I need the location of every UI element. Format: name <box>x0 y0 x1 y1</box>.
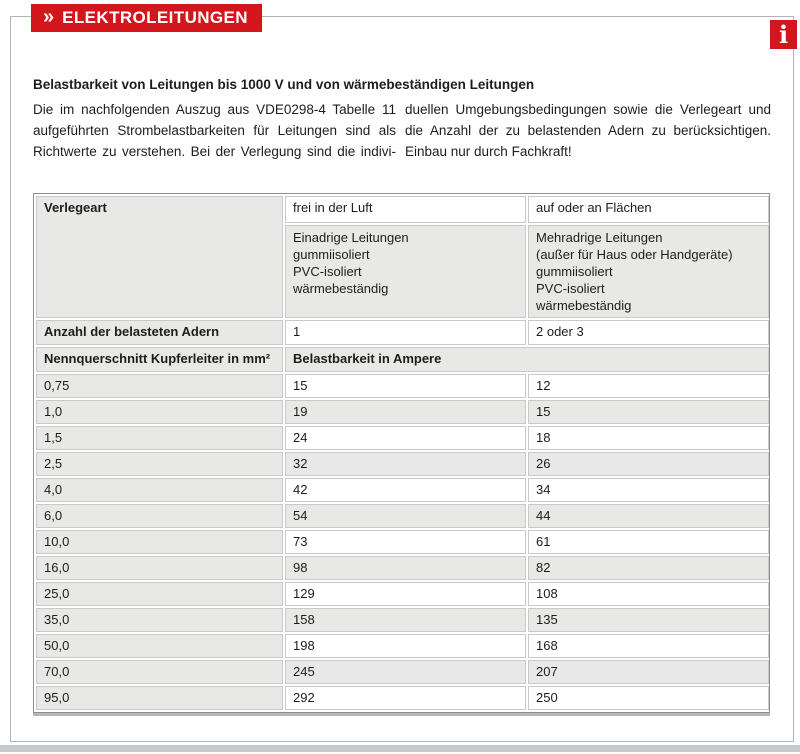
cell-ampere-frei: 24 <box>285 426 526 450</box>
cell-ampere-flaechen: 135 <box>528 608 769 632</box>
cell-querschnitt: 95,0 <box>36 686 283 710</box>
text-line: PVC-isoliert <box>293 264 362 279</box>
double-chevron-icon: » <box>43 6 55 28</box>
table-row <box>36 504 769 528</box>
section-title: ELEKTROLEITUNGEN <box>62 8 248 27</box>
table-row <box>36 556 769 580</box>
cell-ampere-frei: 42 <box>285 478 526 502</box>
cell-ampere-frei: 292 <box>285 686 526 710</box>
cell-ampere-flaechen: 168 <box>528 634 769 658</box>
cell-querschnitt: 25,0 <box>36 582 283 606</box>
cell-ampere-flaechen: 250 <box>528 686 769 710</box>
text-line: Die im nachfolgenden Auszug aus VDE0298-4 Tabelle 11 <box>33 102 396 117</box>
text-line: duellen Umgebungsbedingungen sowie die Verlegeart und <box>405 102 771 117</box>
info-icon: i <box>770 20 797 49</box>
value-adern-flaechen: 2 oder 3 <box>528 320 769 345</box>
cell-ampere-flaechen: 12 <box>528 374 769 398</box>
label-belastbarkeit: Belastbarkeit in Ampere <box>285 347 769 372</box>
cell-ampere-flaechen: 108 <box>528 582 769 606</box>
text-line: wärmebeständig <box>293 281 389 296</box>
table <box>34 194 771 712</box>
cell-ampere-frei: 158 <box>285 608 526 632</box>
header-einadrige-leitungen <box>285 225 526 318</box>
cell-ampere-flaechen: 26 <box>528 452 769 476</box>
text-line: Mehradrige Leitungen <box>536 230 663 245</box>
cell-ampere-flaechen: 61 <box>528 530 769 554</box>
text-line: aufgeführten Strombelastbarkeiten für Leitungen sind als <box>33 123 396 138</box>
cell-ampere-frei: 245 <box>285 660 526 684</box>
table-row <box>36 374 769 398</box>
text-line: Richtwerte zu verstehen. Bei der Verlegung sind die indivi- <box>33 144 396 159</box>
text-line: Einbau nur durch Fachkraft! <box>405 144 572 159</box>
table-row <box>36 608 769 632</box>
cell-ampere-flaechen: 44 <box>528 504 769 528</box>
cell-querschnitt: 4,0 <box>36 478 283 502</box>
text-line: PVC-isoliert <box>536 281 605 296</box>
cell-querschnitt: 1,0 <box>36 400 283 424</box>
section-banner <box>31 4 262 32</box>
cell-ampere-flaechen: 18 <box>528 426 769 450</box>
table-header-row-verlegeart <box>36 196 769 223</box>
cell-ampere-frei: 73 <box>285 530 526 554</box>
cell-ampere-frei: 19 <box>285 400 526 424</box>
table-body <box>36 374 769 710</box>
cell-querschnitt: 70,0 <box>36 660 283 684</box>
intro-left-column <box>33 99 396 162</box>
header-mehradrige-leitungen <box>528 225 769 318</box>
cell-querschnitt: 0,75 <box>36 374 283 398</box>
table-row <box>36 582 769 606</box>
cell-ampere-flaechen: 15 <box>528 400 769 424</box>
text-line: Einadrige Leitungen <box>293 230 409 245</box>
cell-ampere-flaechen: 207 <box>528 660 769 684</box>
table-row <box>36 478 769 502</box>
cell-querschnitt: 6,0 <box>36 504 283 528</box>
cell-ampere-frei: 54 <box>285 504 526 528</box>
cell-ampere-frei: 32 <box>285 452 526 476</box>
table-row-querschnitt-header <box>36 347 769 372</box>
header-auf-oder-an-flaechen: auf oder an Flächen <box>528 196 769 223</box>
table-row <box>36 634 769 658</box>
label-anzahl-adern: Anzahl der belasteten Adern <box>36 320 283 345</box>
table-row <box>36 452 769 476</box>
cell-ampere-frei: 15 <box>285 374 526 398</box>
table-row <box>36 400 769 424</box>
cell-querschnitt: 35,0 <box>36 608 283 632</box>
cell-querschnitt: 2,5 <box>36 452 283 476</box>
load-capacity-table <box>33 193 770 713</box>
label-nennquerschnitt: Nennquerschnitt Kupferleiter in mm² <box>36 347 283 372</box>
table-row-adern <box>36 320 769 345</box>
text-line: die Anzahl der zu belastenden Adern zu berücksichtigen. <box>405 123 771 138</box>
cell-querschnitt: 1,5 <box>36 426 283 450</box>
table-row <box>36 660 769 684</box>
text-line: gummiisoliert <box>536 264 613 279</box>
table-row <box>36 426 769 450</box>
cell-querschnitt: 10,0 <box>36 530 283 554</box>
header-verlegeart: Verlegeart <box>36 196 283 318</box>
intro-right-column <box>405 99 771 162</box>
cell-ampere-frei: 129 <box>285 582 526 606</box>
cell-ampere-frei: 198 <box>285 634 526 658</box>
cell-querschnitt: 16,0 <box>36 556 283 580</box>
cell-ampere-flaechen: 82 <box>528 556 769 580</box>
cell-querschnitt: 50,0 <box>36 634 283 658</box>
intro-heading: Belastbarkeit von Leitungen bis 1000 V und von wärmebeständigen Leitungen <box>33 77 535 92</box>
cell-ampere-frei: 98 <box>285 556 526 580</box>
table-row <box>36 686 769 710</box>
cell-ampere-flaechen: 34 <box>528 478 769 502</box>
table-row <box>36 530 769 554</box>
text-line: wärmebeständig <box>536 298 632 313</box>
header-frei-in-der-luft: frei in der Luft <box>285 196 526 223</box>
text-line: gummiisoliert <box>293 247 370 262</box>
page-bottom-edge <box>0 745 800 752</box>
text-line: (außer für Haus oder Handgeräte) <box>536 247 733 262</box>
value-adern-frei: 1 <box>285 320 526 345</box>
